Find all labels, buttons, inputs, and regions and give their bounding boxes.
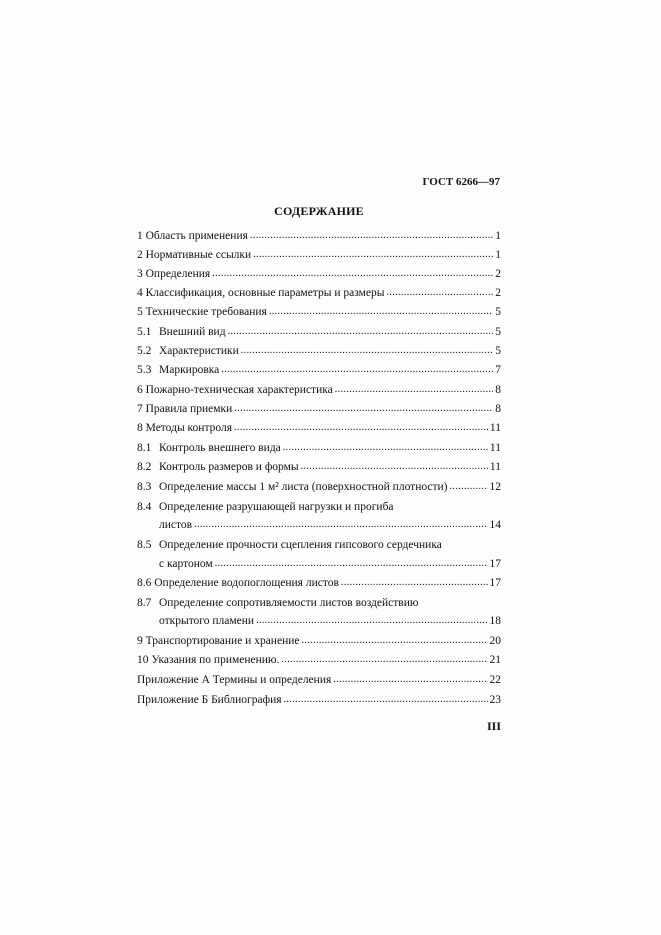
dot-leader	[301, 460, 488, 472]
toc-entry-page: 5	[495, 345, 501, 357]
dot-leader	[253, 248, 493, 260]
toc-entry-page: 17	[489, 558, 501, 570]
toc-entry	[137, 674, 501, 690]
toc-subentry	[137, 326, 501, 342]
toc-entry-label: 7 Правила приемки	[137, 403, 233, 415]
toc-entry-page: 22	[489, 674, 501, 686]
toc-entry-page: 21	[489, 654, 501, 666]
toc-entry-page: 23	[489, 694, 501, 706]
toc-entry-label: Контроль внешнего вида	[159, 442, 281, 454]
dot-leader	[386, 286, 493, 298]
toc-entry-number: 8.7	[137, 597, 152, 609]
toc-entry	[137, 249, 501, 265]
toc-title: СОДЕРЖАНИЕ	[274, 204, 364, 218]
toc-subentry-continuation	[159, 519, 501, 535]
toc-entry	[137, 403, 501, 419]
toc-entry-page: 1	[495, 249, 501, 261]
dot-leader	[215, 557, 488, 569]
toc-entry-label: 8.6 Определение водопоглощения листов	[137, 577, 339, 589]
toc-entry-label: 9 Транспортирование и хранение	[137, 635, 300, 647]
toc-subentry	[137, 461, 501, 477]
toc-entry-label: с картоном	[159, 558, 213, 570]
toc-entry	[137, 422, 501, 438]
toc-entry-label: Приложение Б Библиография	[137, 694, 282, 706]
toc-entry	[137, 230, 501, 246]
toc-subentry-continuation	[159, 558, 501, 574]
toc-entry	[137, 654, 501, 670]
toc-entry-page: 8	[495, 384, 501, 396]
dot-leader	[241, 344, 493, 356]
dot-leader	[234, 402, 493, 414]
toc-entry-label: открытого пламени	[159, 615, 255, 627]
toc-entry-label: Приложение А Термины и определения	[137, 674, 332, 686]
toc-subentry	[137, 597, 501, 613]
toc-entry-page: 17	[489, 577, 501, 589]
dot-leader	[335, 383, 493, 395]
toc-entry-page: 18	[489, 615, 501, 627]
toc-entry	[137, 306, 501, 322]
dot-leader	[450, 480, 488, 492]
toc-entry-page: 2	[495, 268, 501, 280]
dot-leader	[284, 693, 488, 705]
dot-leader	[269, 305, 493, 317]
toc-subentry	[137, 577, 501, 593]
toc-entry-label: Контроль размеров и формы	[159, 461, 299, 473]
page-number: III	[486, 719, 501, 733]
toc-entry-label: 6 Пожарно-техническая характеристика	[137, 384, 333, 396]
toc-entry-number: 5.3	[137, 364, 152, 376]
dot-leader	[283, 441, 488, 453]
toc-entry-label: 3 Определения	[137, 268, 211, 280]
dot-leader	[281, 653, 487, 665]
toc-subentry	[137, 501, 501, 517]
toc-entry-label: листов	[159, 519, 193, 531]
toc-entry-page: 11	[489, 442, 501, 454]
toc-entry-label: 8 Методы контроля	[137, 422, 232, 434]
toc-entry	[137, 287, 501, 303]
toc-entry-page: 5	[495, 306, 501, 318]
dot-leader	[221, 363, 493, 375]
dot-leader	[341, 576, 488, 588]
document-code: ГОСТ 6266—97	[422, 176, 500, 188]
toc-entry-label: 2 Нормативные ссылки	[137, 249, 252, 261]
toc-entry-label: Определение разрушающей нагрузки и прогиба	[159, 501, 394, 513]
toc-subentry	[137, 364, 501, 380]
toc-entry-label: Маркировка	[159, 364, 220, 376]
toc-entry	[137, 694, 501, 710]
toc-entry-number: 5.1	[137, 326, 152, 338]
dot-leader	[333, 673, 487, 685]
toc-entry-page: 1	[495, 230, 501, 242]
toc-entry-page: 11	[489, 461, 501, 473]
toc-entry-page: 11	[489, 422, 501, 434]
toc-entry-label: 5 Технические требования	[137, 306, 267, 318]
toc-subentry	[137, 539, 501, 555]
toc-entry-number: 8.3	[137, 481, 152, 493]
toc-entry-label: 1 Область применения	[137, 230, 248, 242]
dot-leader	[256, 614, 487, 626]
toc-entry-page: 12	[489, 481, 501, 493]
dot-leader	[250, 229, 493, 241]
toc-entry	[137, 384, 501, 400]
toc-entry-page: 5	[495, 326, 501, 338]
toc-entry-number: 8.2	[137, 461, 152, 473]
toc-entry	[137, 635, 501, 651]
toc-entry-label: Характеристики	[159, 345, 239, 357]
toc-entry-page: 20	[489, 635, 501, 647]
toc-entry-page: 14	[489, 519, 501, 531]
toc-entry-label: 10 Указания по применению.	[137, 654, 280, 666]
toc-entry-label: Определение сопротивляемости листов воздействию	[159, 597, 419, 609]
toc-entry-label: 4 Классификация, основные параметры и размеры	[137, 287, 385, 299]
toc-entry-page: 7	[495, 364, 501, 376]
toc-subentry	[137, 345, 501, 361]
toc-entry-number: 8.5	[137, 539, 152, 551]
toc-entry-label: Определение прочности сцепления гипсового сердечника	[159, 539, 442, 551]
dot-leader	[228, 325, 494, 337]
dot-leader	[234, 421, 488, 433]
toc-entry-number: 8.1	[137, 442, 152, 454]
dot-leader	[194, 518, 487, 530]
toc-entry	[137, 268, 501, 284]
dot-leader	[301, 634, 487, 646]
dot-leader	[212, 267, 493, 279]
toc-entry-label: Определение массы 1 м² листа (поверхностной плотности)	[159, 481, 448, 493]
toc-entry-page: 2	[495, 287, 501, 299]
toc-subentry	[137, 442, 501, 458]
toc-entry-number: 8.4	[137, 501, 152, 513]
toc-entry-label: Внешний вид	[159, 326, 226, 338]
toc-subentry-continuation	[159, 615, 501, 631]
toc-subentry	[137, 481, 501, 497]
toc-entry-number: 5.2	[137, 345, 152, 357]
toc-entry-page: 8	[495, 403, 501, 415]
